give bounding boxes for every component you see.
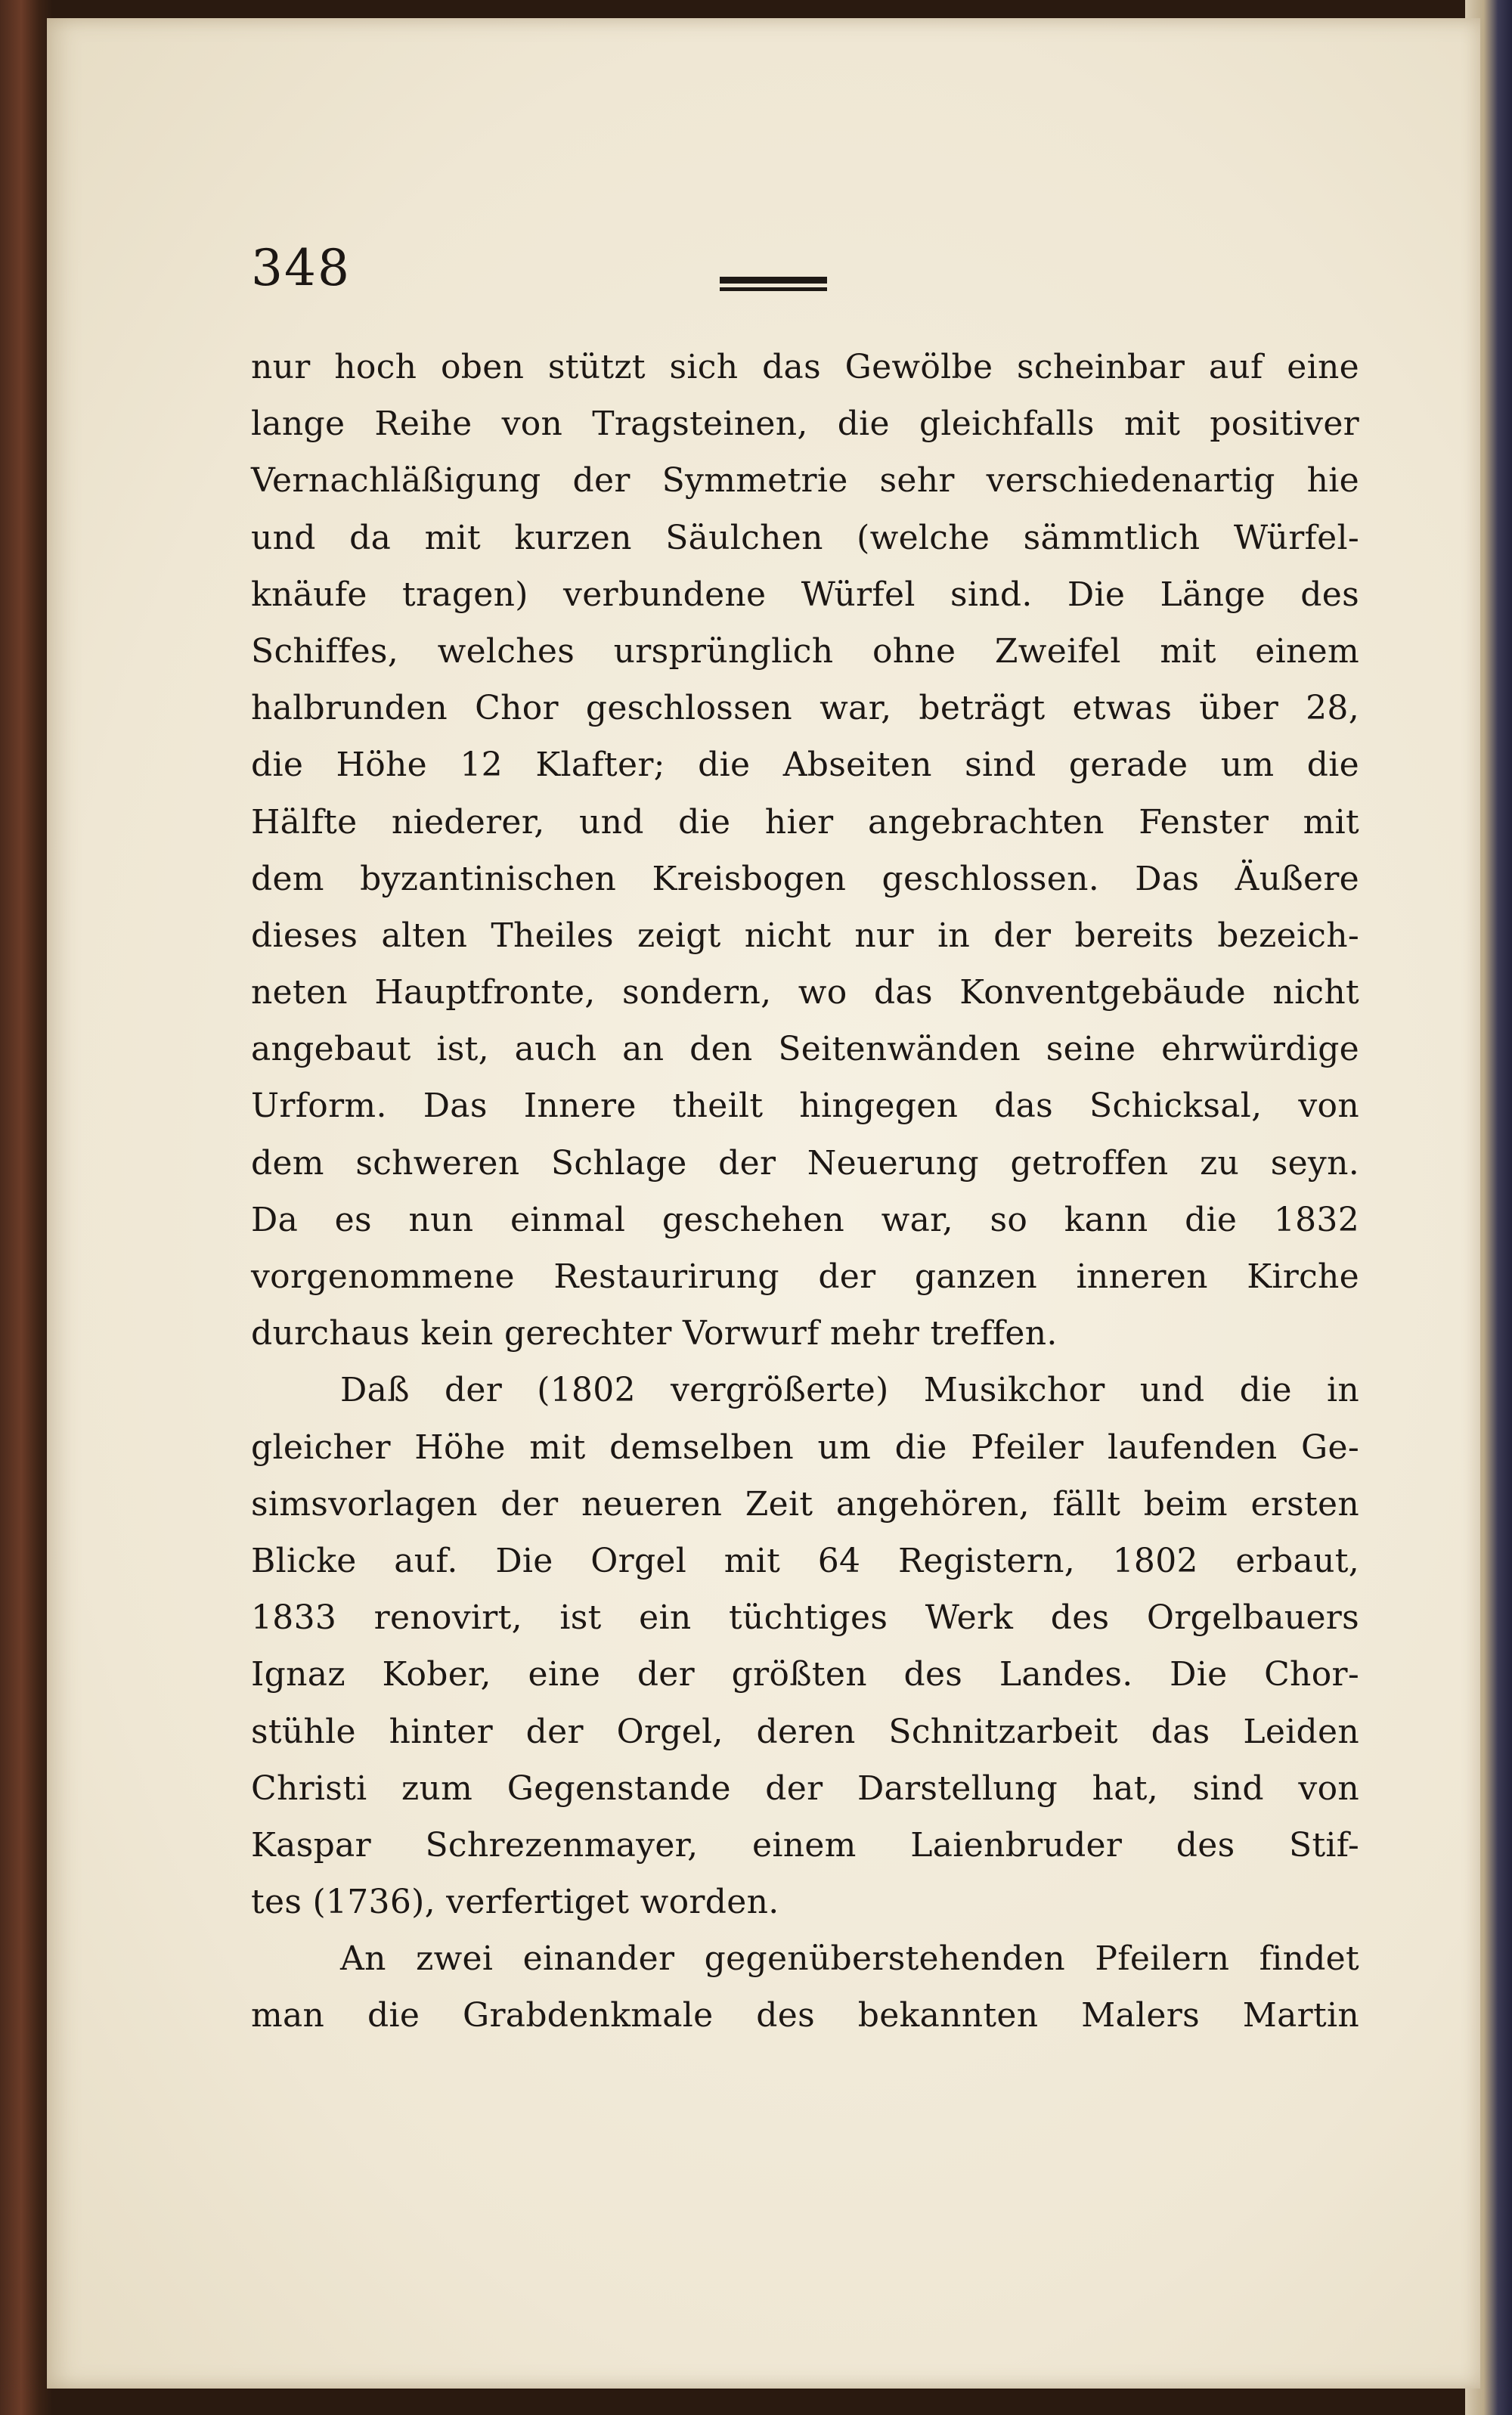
text-line: Urform. Das Innere theilt hingegen das Schicksal, von: [251, 1087, 1359, 1126]
text-line: Blicke auf. Die Orgel mit 64 Registern, 1802 erbaut,: [251, 1541, 1359, 1580]
body-text: [251, 339, 1359, 2045]
text-line: Da es nun einmal geschehen war, so kann die 1832: [251, 1200, 1359, 1239]
text-line: An zwei einander gegenüberstehenden Pfeilern findet: [340, 1939, 1359, 1979]
text-line: knäufe tragen) verbundene Würfel sind. Die Länge des: [251, 575, 1359, 614]
text-line: Christi zum Gegenstande der Darstellung hat, sind von: [251, 1769, 1359, 1808]
text-line: angebaut ist, auch an den Seitenwänden seine ehrwürdige: [251, 1030, 1359, 1069]
ornament-rule: [720, 277, 827, 293]
text-line: die Höhe 12 Klafter; die Abseiten sind gerade um die: [251, 746, 1359, 785]
text-line: man die Grabdenkmale des bekannten Malers Martin: [251, 1996, 1359, 2035]
text-line: Ignaz Kober, eine der größten des Landes. Die Chor-: [251, 1655, 1359, 1694]
text-line: stühle hinter der Orgel, deren Schnitzarbeit das Leiden: [251, 1712, 1359, 1751]
rule-bar-thick: [720, 277, 827, 284]
text-line: tes (1736), verfertiget worden.: [251, 1883, 779, 1922]
text-line: Kaspar Schrezenmayer, einem Laienbruder des Stif-: [251, 1825, 1359, 1865]
text-line: 1833 renovirt, ist ein tüchtiges Werk des Orgelbauers: [251, 1598, 1359, 1638]
page-header: [251, 239, 1359, 307]
text-line: dem schweren Schlage der Neuerung getroffen zu seyn.: [251, 1143, 1359, 1183]
text-line: und da mit kurzen Säulchen (welche sämmtlich Würfel-: [251, 518, 1359, 557]
text-line: dieses alten Theiles zeigt nicht nur in der bereits bezeich-: [251, 916, 1359, 955]
text-line: Daß der (1802 vergrößerte) Musikchor und die in: [340, 1371, 1359, 1410]
page-number: 348: [251, 239, 351, 297]
text-line: nur hoch oben stützt sich das Gewölbe scheinbar auf eine: [251, 348, 1359, 386]
text-line: simsvorlagen der neueren Zeit angehören, fällt beim ersten: [251, 1484, 1359, 1524]
text-line: Vernachläßigung der Symmetrie sehr verschiedenartig hie: [251, 461, 1359, 501]
text-line: vorgenommene Restaurirung der ganzen inneren Kirche: [251, 1257, 1359, 1296]
text-line: neten Hauptfronte, sondern, wo das Konventgebäude nicht: [251, 973, 1359, 1012]
text-line: durchaus kein gerechter Vorwurf mehr treffen.: [251, 1314, 1058, 1353]
text-line: Hälfte niederer, und die hier angebrachten Fenster mit: [251, 802, 1359, 842]
text-line: gleicher Höhe mit demselben um die Pfeiler laufenden Ge-: [251, 1428, 1359, 1467]
text-line: lange Reihe von Tragsteinen, die gleichfalls mit positiver: [251, 405, 1359, 444]
rule-bar-thin: [720, 287, 827, 291]
text-line: Schiffes, welches ursprünglich ohne Zweifel mit einem: [251, 631, 1359, 671]
text-line: dem byzantinischen Kreisbogen geschlossen. Das Äußere: [251, 859, 1359, 898]
text-line: halbrunden Chor geschlossen war, beträgt etwas über 28,: [251, 689, 1359, 728]
